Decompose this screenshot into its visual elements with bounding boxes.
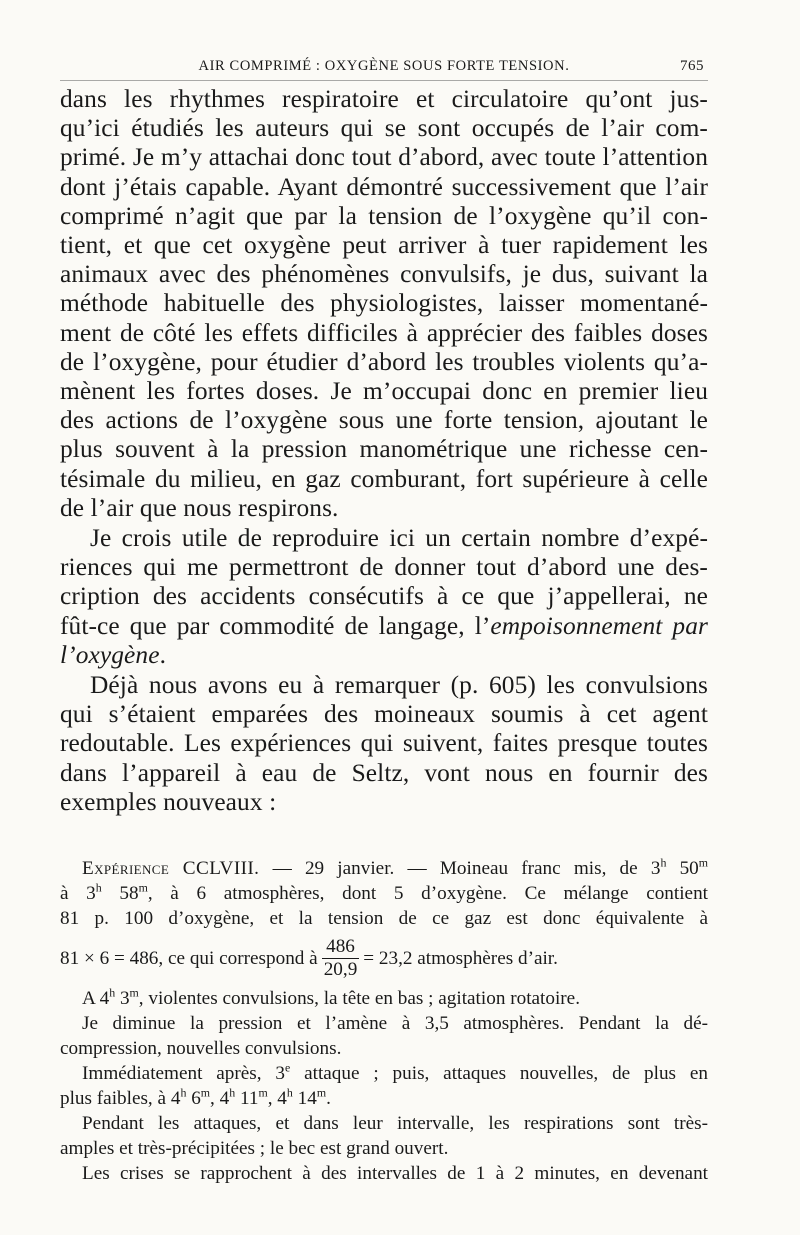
text-run: — 29 janvier. — Moineau franc mis, de 3 xyxy=(259,858,661,879)
experiment-line: amples et très-précipitées ; le bec est grand ouvert. xyxy=(60,1138,449,1159)
superscript: e xyxy=(284,1060,291,1075)
text-line-mixed xyxy=(60,612,708,641)
text-line: plus souvent à la pression manométrique une richesse cen- xyxy=(60,435,708,464)
text-run: attaque ; puis, attaques nouvelles, de plus en xyxy=(290,1063,708,1084)
text-run: 6 xyxy=(186,1088,201,1109)
text-line: dans l’appareil à eau de Seltz, vont nous en fournir des xyxy=(60,758,708,787)
paragraph-3 xyxy=(60,671,708,817)
page-header xyxy=(60,56,708,80)
text-run: 50 xyxy=(666,858,699,879)
text-line: tient, et que cet oxygène peut arriver à tuer rapidement les xyxy=(60,231,708,260)
experiment-line: Les crises se rapprochent à des intervalles de 1 à 2 minutes, en devenant xyxy=(82,1163,708,1184)
italic-term: empoisonnement par xyxy=(490,611,708,640)
superscript: m xyxy=(129,985,139,1000)
text-run: 3 xyxy=(115,988,130,1009)
experiment-line: compression, nouvelles convulsions. xyxy=(60,1038,342,1059)
superscript: m xyxy=(698,855,709,870)
text-line: riences qui me permettront de donner tout d’abord une des- xyxy=(60,553,708,582)
text-run: à 3 xyxy=(60,883,96,904)
text-line: qu’ici étudiés les auteurs qui se sont occupés de l’air com- xyxy=(60,114,708,143)
text-line: Déjà nous avons eu à remarquer (p. 605) les convulsions xyxy=(90,671,708,700)
experiment-label: Expérience CCLVIII. xyxy=(82,858,260,879)
text-run: , à 6 atmosphères, dont 5 d’oxygène. Ce mélange contient xyxy=(147,883,709,904)
italic-term: l’oxygène xyxy=(60,640,160,669)
main-text xyxy=(60,85,708,817)
text-line: de l’oxygène, pour étudier d’abord les troubles violents qu’a- xyxy=(60,347,708,376)
superscript: h xyxy=(109,985,116,1000)
experiment-line: 81 p. 100 d’oxygène, et la tension de ce gaz est donc équivalente à xyxy=(60,908,708,929)
experiment-line xyxy=(60,856,708,881)
paragraph-1 xyxy=(60,85,708,523)
experiment-line xyxy=(60,986,708,1011)
text-line: primé. Je m’y attachai donc tout d’abord, avec toute l’attention xyxy=(60,143,708,172)
experiment-line: Je diminue la pression et l’amène à 3,5 atmosphères. Pendant la dé- xyxy=(82,1013,708,1034)
text-line: animaux avec des phénomènes convulsifs, je dus, suivant la xyxy=(60,260,708,289)
text-line: Je crois utile de reproduire ici un certain nombre d’expé- xyxy=(90,524,708,553)
text-line: tésimale du milieu, en gaz comburant, fort supérieure à celle xyxy=(60,464,708,493)
paragraph-2 xyxy=(60,524,708,670)
text-line: des actions de l’oxygène sous une forte tension, ajoutant le xyxy=(60,406,708,435)
text-run: 81 × 6 = 486, ce qui correspond à xyxy=(60,947,318,969)
text-line: qui s’étaient emparées des moineaux soumis à cet agent xyxy=(60,700,708,729)
experiment-line: Pendant les attaques, et dans leur intervalle, les respirations sont très- xyxy=(82,1113,708,1134)
text-line: ment de côté les effets difficiles à apprécier des faibles doses xyxy=(60,318,708,347)
formula-line xyxy=(60,933,708,983)
fraction-denominator: 20,9 xyxy=(323,958,358,980)
text-line: comprimé n’agit que par la tension de l’oxygène qu’il con- xyxy=(60,201,708,230)
fraction xyxy=(322,936,360,981)
experiment-block xyxy=(60,856,708,1186)
superscript: h xyxy=(229,1085,236,1100)
superscript: h xyxy=(95,880,102,895)
text-line: de l’air que nous respirons. xyxy=(60,493,339,522)
superscript: m xyxy=(258,1085,268,1100)
text-run: . xyxy=(326,1088,331,1109)
page-number: 765 xyxy=(680,58,704,74)
superscript: h xyxy=(286,1085,293,1100)
text-run: A 4 xyxy=(82,988,110,1009)
header-rule xyxy=(60,80,708,81)
text-line: mènent les fortes doses. Je m’occupai donc en premier lieu xyxy=(60,377,708,406)
superscript: h xyxy=(180,1085,187,1100)
text-line: dont j’étais capable. Ayant démontré successivement que l’air xyxy=(60,172,708,201)
fraction-numerator: 486 xyxy=(322,936,360,959)
text-run: 11 xyxy=(235,1088,259,1109)
text-run: Immédiatement après, 3 xyxy=(82,1063,285,1084)
text-run: , 4 xyxy=(210,1088,230,1109)
text-run: . xyxy=(159,640,167,669)
text-run: = 23,2 atmosphères d’air. xyxy=(363,947,558,969)
text-line: exemples nouveaux : xyxy=(60,787,277,816)
text-line-mixed xyxy=(60,641,708,670)
experiment-line xyxy=(60,1061,708,1086)
superscript: m xyxy=(200,1085,211,1100)
text-run: 58 xyxy=(101,883,139,904)
superscript: m xyxy=(138,880,148,895)
running-head: AIR COMPRIMÉ : OXYGÈNE SOUS FORTE TENSION. xyxy=(198,58,570,74)
experiment-line xyxy=(60,1086,708,1111)
text-run: , violentes convulsions, la tête en bas ; agitation rotatoire. xyxy=(138,988,580,1009)
text-line: méthode habituelle des physiologistes, laisser momentané- xyxy=(60,289,708,318)
text-line: redoutable. Les expériences qui suivent, faites presque toutes xyxy=(60,729,708,758)
superscript: m xyxy=(316,1085,327,1100)
experiment-line xyxy=(60,881,708,906)
text-line: dans les rhythmes respiratoire et circulatoire qu’ont jus- xyxy=(60,85,708,113)
superscript: h xyxy=(660,855,667,870)
text-run: , 4 xyxy=(267,1088,287,1109)
text-line: cription des accidents consécutifs à ce que j’appellerai, ne xyxy=(60,582,708,611)
text-run: plus faibles, à 4 xyxy=(60,1088,181,1109)
text-run: fût-ce que par commodité de langage, l’ xyxy=(60,611,491,640)
text-run: 14 xyxy=(292,1088,317,1109)
